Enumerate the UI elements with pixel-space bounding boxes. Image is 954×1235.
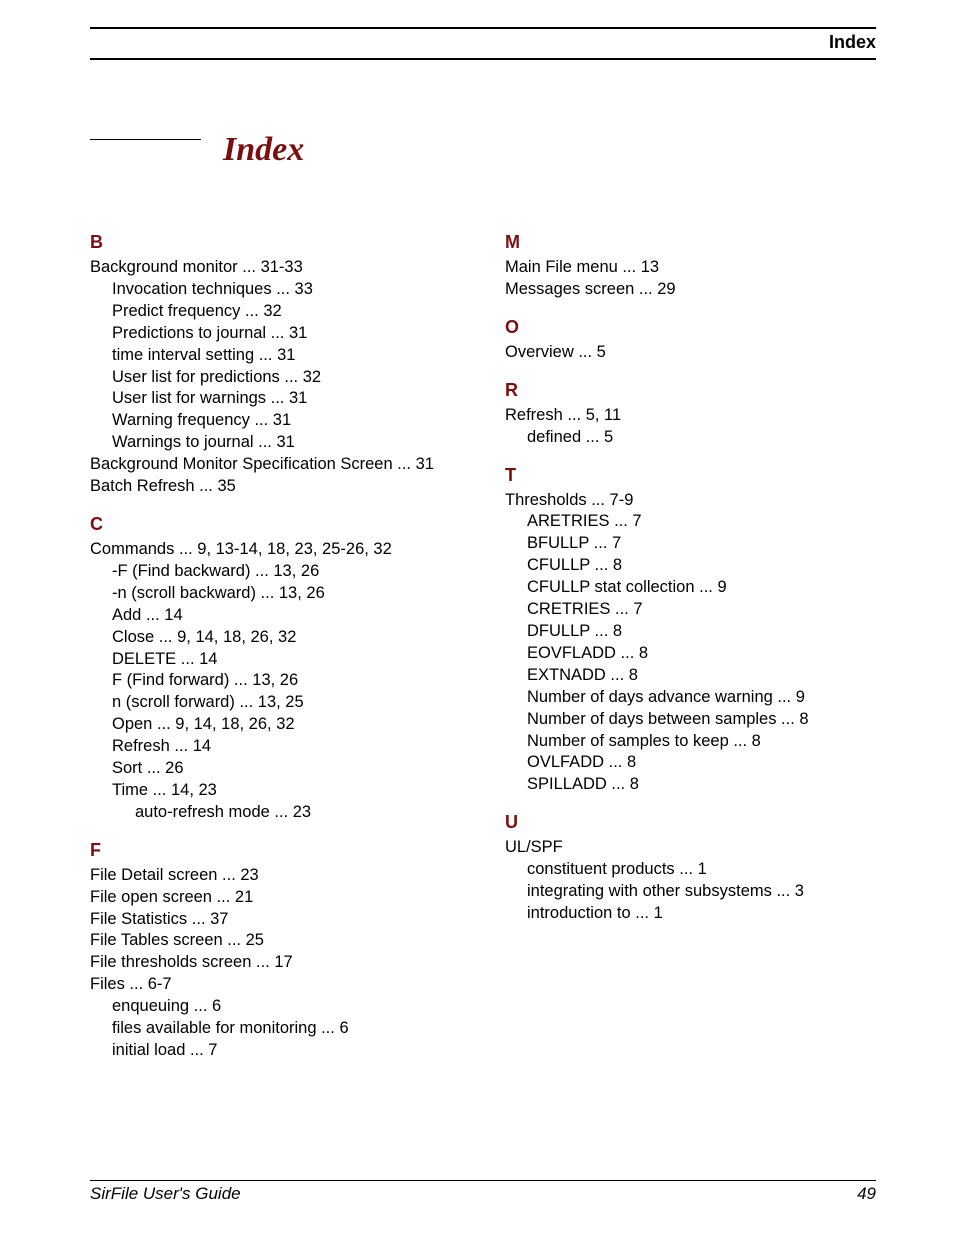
index-entry: File Detail screen ... 23 bbox=[90, 865, 259, 884]
index-entry: User list for predictions ... 32 bbox=[112, 367, 322, 386]
section-letter: F bbox=[90, 839, 101, 860]
index-entry: Add ... 14 bbox=[112, 605, 183, 624]
index-entry: time interval setting ... 31 bbox=[112, 345, 296, 364]
section-letter: U bbox=[505, 812, 518, 833]
section-letter: T bbox=[505, 464, 516, 485]
index-entry: Thresholds ... 7-9 bbox=[505, 490, 634, 509]
index-entry: Background monitor ... 31-33 bbox=[90, 258, 303, 276]
index-entry: enqueuing ... 6 bbox=[112, 997, 222, 1016]
index-column-right bbox=[505, 231, 885, 940]
index-entry: files available for monitoring ... 6 bbox=[112, 1019, 349, 1038]
index-entry: CRETRIES ... 7 bbox=[527, 600, 643, 619]
section-letter: O bbox=[505, 316, 520, 337]
index-entry: UL/SPF bbox=[505, 838, 563, 857]
index-entry: Overview ... 5 bbox=[505, 342, 606, 361]
index-entry: Warnings to journal ... 31 bbox=[112, 433, 295, 452]
index-entry: Refresh ... 5, 11 bbox=[505, 405, 622, 424]
index-entry: File Statistics ... 37 bbox=[90, 909, 229, 928]
section-letter: R bbox=[505, 379, 518, 400]
header-label: Index bbox=[828, 32, 876, 52]
index-entry: Number of days advance warning ... 9 bbox=[527, 687, 805, 706]
index-entry: auto-refresh mode ... 23 bbox=[135, 802, 312, 821]
index-entry: Time ... 14, 23 bbox=[112, 780, 217, 799]
index-entry: SPILLADD ... 8 bbox=[527, 775, 639, 794]
index-entry: EOVFLADD ... 8 bbox=[527, 643, 649, 662]
index-entry: EXTNADD ... 8 bbox=[527, 665, 638, 684]
index-section bbox=[505, 231, 885, 301]
index-entry: Commands ... 9, 13-14, 18, 23, 25-26, 32 bbox=[90, 539, 392, 558]
index-column-left bbox=[90, 231, 490, 1077]
index-entry: n (scroll forward) ... 13, 25 bbox=[112, 693, 304, 712]
index-entry: DELETE ... 14 bbox=[112, 649, 218, 668]
section-letter: B bbox=[90, 232, 103, 252]
index-entry: Number of samples to keep ... 8 bbox=[527, 731, 761, 750]
index-entry: File open screen ... 21 bbox=[90, 887, 254, 906]
index-entry: DFULLP ... 8 bbox=[527, 621, 623, 640]
index-entry: Sort ... 26 bbox=[112, 759, 184, 778]
header-bottom-rule bbox=[90, 58, 876, 60]
index-section bbox=[505, 811, 885, 925]
index-entry: Main File menu ... 13 bbox=[505, 258, 660, 276]
title-rule bbox=[90, 139, 201, 140]
footer-title: SirFile User's Guide bbox=[90, 1184, 241, 1203]
index-entry: User list for warnings ... 31 bbox=[112, 389, 308, 408]
index-entry: Predict frequency ... 32 bbox=[112, 301, 282, 320]
index-entry: Refresh ... 14 bbox=[112, 737, 212, 756]
index-entry: defined ... 5 bbox=[527, 427, 614, 446]
index-section bbox=[505, 316, 885, 364]
index-entry: Background Monitor Specification Screen ... 31 bbox=[90, 455, 434, 474]
header-top-rule bbox=[90, 27, 876, 29]
footer-rule bbox=[90, 1180, 876, 1181]
index-entry: integrating with other subsystems ... 3 bbox=[527, 882, 804, 901]
index-entry: -F (Find backward) ... 13, 26 bbox=[112, 561, 320, 580]
index-entry: Predictions to journal ... 31 bbox=[112, 323, 308, 342]
index-entry: Number of days between samples ... 8 bbox=[527, 709, 809, 728]
index-entry: OVLFADD ... 8 bbox=[527, 753, 637, 772]
index-section bbox=[90, 513, 490, 824]
index-entry: -n (scroll backward) ... 13, 26 bbox=[112, 583, 325, 602]
index-entry: BFULLP ... 7 bbox=[527, 534, 622, 553]
index-entry: introduction to ... 1 bbox=[527, 903, 663, 922]
index-section bbox=[90, 231, 490, 498]
index-entry: CFULLP stat collection ... 9 bbox=[527, 578, 727, 597]
index-entry: Invocation techniques ... 33 bbox=[112, 279, 313, 298]
index-entry: initial load ... 7 bbox=[112, 1041, 218, 1059]
index-section bbox=[505, 379, 885, 449]
index-entry: Warning frequency ... 31 bbox=[112, 411, 292, 430]
page-title: Index bbox=[223, 131, 305, 168]
index-entry: CFULLP ... 8 bbox=[527, 556, 623, 575]
index-entry: Messages screen ... 29 bbox=[505, 279, 676, 298]
index-entry: File thresholds screen ... 17 bbox=[90, 953, 293, 972]
index-entry: Open ... 9, 14, 18, 26, 32 bbox=[112, 715, 295, 734]
index-entry: constituent products ... 1 bbox=[527, 860, 707, 879]
section-letter: C bbox=[90, 513, 103, 534]
section-letter: M bbox=[505, 232, 520, 252]
index-entry: F (Find forward) ... 13, 26 bbox=[112, 671, 299, 690]
index-entry: File Tables screen ... 25 bbox=[90, 931, 264, 950]
index-section bbox=[505, 464, 885, 797]
index-entry: ARETRIES ... 7 bbox=[527, 512, 642, 531]
index-entry: Batch Refresh ... 35 bbox=[90, 477, 236, 496]
footer-page-number: 49 bbox=[857, 1184, 876, 1203]
index-entry: Close ... 9, 14, 18, 26, 32 bbox=[112, 627, 297, 646]
index-entry: Files ... 6-7 bbox=[90, 975, 172, 994]
index-section bbox=[90, 839, 490, 1062]
